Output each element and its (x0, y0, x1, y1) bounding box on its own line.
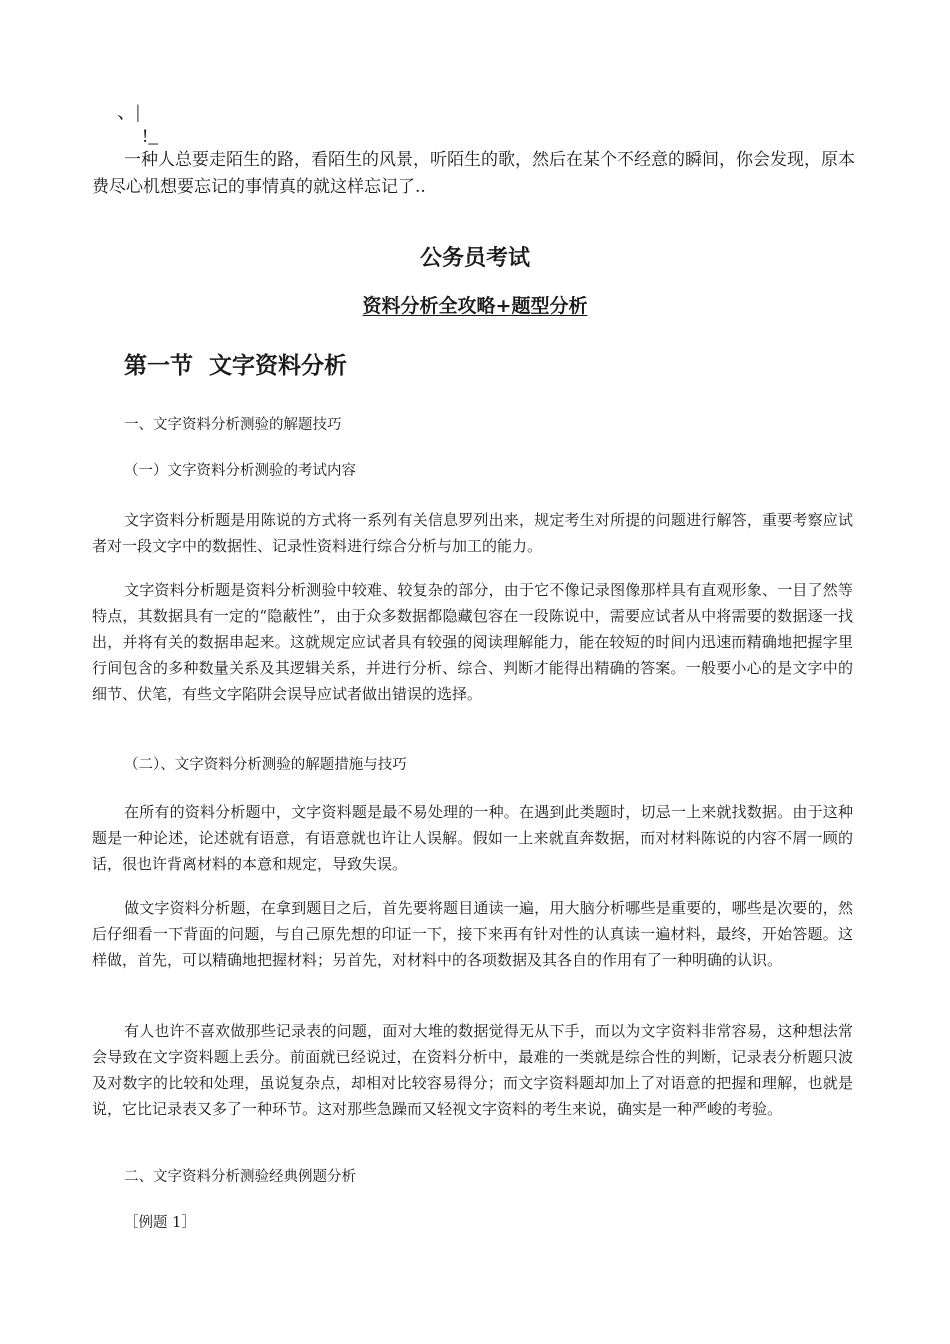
heading-2: 二、文字资料分析测验经典例题分析 (124, 1169, 356, 1185)
paragraph-1: 文字资料分析题是用陈说的方式将一系列有关信息罗列出来，规定考生对所提的问题进行解答，重要考察应试者对一段文字中的数据性、记录性资料进行综合分析与加工的能力。 (92, 511, 853, 555)
stray-mark-line-1: 、| (117, 102, 140, 123)
subheading-2: （二）、文字资料分析测验的解题措施与技巧 (124, 757, 407, 773)
heading-1: 一、文字资料分析测验的解题技巧 (124, 417, 342, 433)
document-title: 公务员考试 (419, 246, 530, 271)
paragraph-5: 有人也许不喜欢做那些记录表的问题，面对大堆的数据觉得无从下手，而以为文字资料非常容易，这种想法常会导致在文字资料题上丢分。前面就已经说过，在资料分析中，最难的一类就是综合性的判断，记录表分析题只波及对数字的比较和处理，虽说复杂点，却相对比较容易得分；而文字资料题却加上了对语意的把握和理解，也就是说，它比记录表又多了一种环节。这对那些急躁而又轻视文字资料的考生来说，确实是一种严峻的考验。 (92, 1022, 853, 1118)
section-heading: 第一节 文字资料分析 (124, 353, 348, 379)
stray-mark-line-2: !_ (142, 126, 158, 147)
document-subtitle (0, 292, 950, 320)
paragraph-3: 在所有的资料分析题中，文字资料题是最不易处理的一种。在遇到此类题时，切忌一上来就找数据。由于这种题是一种论述，论述就有语意，有语意就也许让人误解。假如一上来就直奔数据，而对材料陈说的内容不屑一顾的话，很也许背离材料的本意和规定，导致失误。 (92, 803, 853, 873)
intro-paragraph: 一种人总要走陌生的路，看陌生的风景，听陌生的歌，然后在某个不经意的瞬间，你会发现，原本费尽心机想要忘记的事情真的就这样忘记了.. (92, 150, 855, 197)
paragraph-4: 做文字资料分析题，在拿到题目之后，首先要将题目通读一遍，用大脑分析哪些是重要的，哪些是次要的，然后仔细看一下背面的问题，与自己原先想的印证一下，接下来再有针对性的认真读一遍材料，最终，开始答题。这样做，首先，可以精确地把握材料；另首先，对材料中的各项数据及其各自的作用有了一种明确的认识。 (92, 899, 853, 969)
document-subtitle-text: 资料分析全攻略+题型分析 (362, 295, 588, 317)
subheading-1: （一）文字资料分析测验的考试内容 (124, 463, 356, 479)
paragraph-2: 文字资料分析题是资料分析测验中较难、较复杂的部分，由于它不像记录图像那样具有直观形象、一目了然等特点，其数据具有一定的“隐蔽性”，由于众多数据都隐藏包容在一段陈说中，需要应试者从中将需要的数据逐一找出，并将有关的数据串起来。这就规定应试者具有较强的阅读理解能力，能在较短的时间内迅速而精确地把握字里行间包含的多种数量关系及其逻辑关系，并进行分析、综合、判断才能得出精确的答案。一般要小心的是文字中的细节、伏笔，有些文字陷阱会误导应试者做出错误的选择。 (92, 581, 853, 703)
example-label: ［例题 1］ (124, 1215, 196, 1231)
